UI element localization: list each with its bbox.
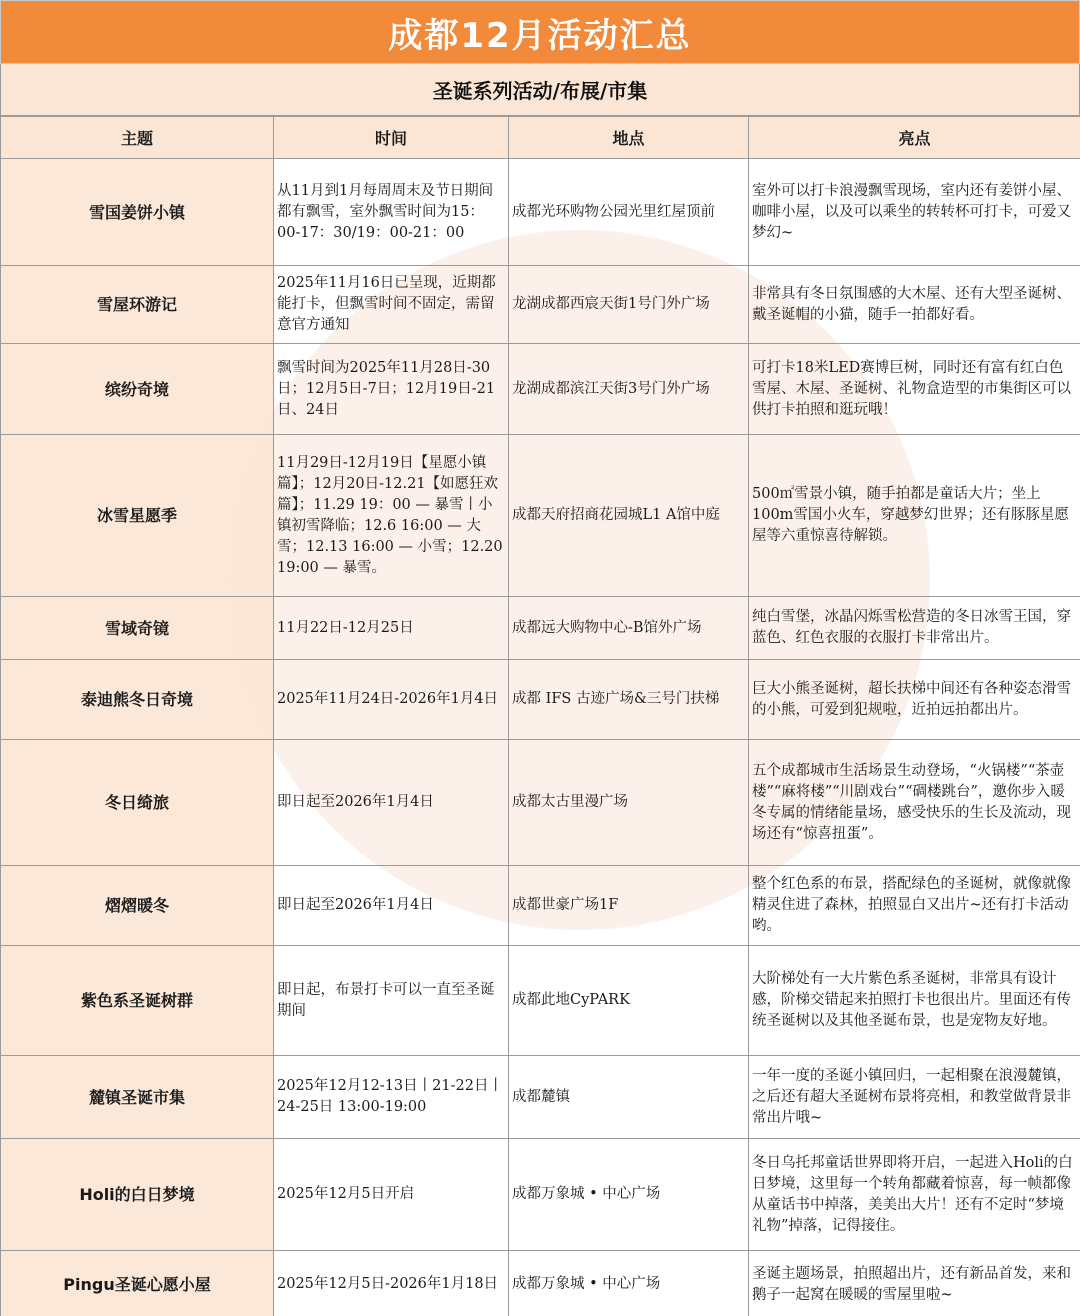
theme-cell: 麓镇圣诞市集 (1, 1056, 274, 1139)
highlight-cell: 巨大小熊圣诞树，超长扶梯中间还有各种姿态滑雪的小熊，可爱到犯规啦，近拍远拍都出片。 (749, 660, 1080, 740)
place-cell: 成都万象城 • 中心广场 (509, 1251, 749, 1316)
table-row (1, 344, 1080, 435)
column-header-highlight: 亮点 (749, 117, 1080, 159)
table-row (1, 597, 1080, 660)
time-cell: 2025年12月5日开启 (274, 1139, 509, 1251)
theme-cell: 熠熠暖冬 (1, 866, 274, 946)
theme-cell: 泰迪熊冬日奇境 (1, 660, 274, 740)
theme-cell: 冰雪星愿季 (1, 435, 274, 597)
time-cell: 2025年12月5日-2026年1月18日 (274, 1251, 509, 1316)
time-cell: 即日起，布景打卡可以一直至圣诞期间 (274, 946, 509, 1056)
section-subtitle: 圣诞系列活动/布展/市集 (0, 64, 1080, 116)
highlight-cell: 五个成都城市生活场景生动登场，“火锅楼”“茶壶楼”“麻将楼”“川剧戏台”“碉楼跳台”，邀你步入暖冬专属的情绪能量场，感受快乐的生长及流动，现场还有“惊喜扭蛋”。 (749, 740, 1080, 866)
highlight-cell: 整个红色系的布景，搭配绿色的圣诞树，就像就像精灵住进了森林，拍照显白又出片~还有打卡活动哟。 (749, 866, 1080, 946)
table-row (1, 1056, 1080, 1139)
time-cell: 11月29日-12月19日【星愿小镇篇】；12月20日-12.21【如愿狂欢篇】；11.29 19：00 — 暴雪丨小镇初雪降临；12.6 16:00 — 大雪；12.13 16:00 — 小雪；12.20 19:00 — 暴雪。 (274, 435, 509, 597)
time-cell: 2025年12月12-13日丨21-22日丨24-25日 13:00-19:00 (274, 1056, 509, 1139)
table-row (1, 435, 1080, 597)
theme-cell: 冬日绮旅 (1, 740, 274, 866)
place-cell: 成都麓镇 (509, 1056, 749, 1139)
column-header-place: 地点 (509, 117, 749, 159)
place-cell: 龙湖成都西宸天街1号门外广场 (509, 266, 749, 344)
highlight-cell: 冬日乌托邦童话世界即将开启，一起进入Holi的白日梦境，这里每一个转角都藏着惊喜，每一帧都像从童话书中掉落，美美出大片！还有不定时“梦境礼物”掉落，记得接住。 (749, 1139, 1080, 1251)
theme-cell: 雪域奇镜 (1, 597, 274, 660)
table-row (1, 266, 1080, 344)
table-row (1, 740, 1080, 866)
highlight-cell: 室外可以打卡浪漫飘雪现场，室内还有姜饼小屋、咖啡小屋，以及可以乘坐的转转杯可打卡，可爱又梦幻~ (749, 159, 1080, 266)
highlight-cell: 可打卡18米LED赛博巨树，同时还有富有红白色雪屋、木屋、圣诞树、礼物盒造型的市集街区可以供打卡拍照和逛玩哦！ (749, 344, 1080, 435)
column-header-theme: 主题 (1, 117, 274, 159)
theme-cell: 紫色系圣诞树群 (1, 946, 274, 1056)
highlight-cell: 纯白雪堡，冰晶闪烁雪松营造的冬日冰雪王国，穿蓝色、红色衣服的衣服打卡非常出片。 (749, 597, 1080, 660)
activity-table (0, 116, 1080, 1316)
time-cell: 飘雪时间为2025年11月28日-30日；12月5日-7日；12月19日-21日、24日 (274, 344, 509, 435)
page-title: 成都12月活动汇总 (0, 0, 1080, 64)
column-header-time: 时间 (274, 117, 509, 159)
table-row (1, 946, 1080, 1056)
time-cell: 即日起至2026年1月4日 (274, 866, 509, 946)
table-row (1, 660, 1080, 740)
place-cell: 成都万象城 • 中心广场 (509, 1139, 749, 1251)
table-header-row (1, 117, 1080, 159)
highlight-cell: 一年一度的圣诞小镇回归，一起相聚在浪漫麓镇，之后还有超大圣诞树布景将亮相，和教堂做背景非常出片哦~ (749, 1056, 1080, 1139)
table-row (1, 866, 1080, 946)
time-cell: 即日起至2026年1月4日 (274, 740, 509, 866)
place-cell: 成都光环购物公园光里红屋顶前 (509, 159, 749, 266)
time-cell: 2025年11月24日-2026年1月4日 (274, 660, 509, 740)
theme-cell: Holi的白日梦境 (1, 1139, 274, 1251)
time-cell: 11月22日-12月25日 (274, 597, 509, 660)
table-row (1, 1251, 1080, 1316)
place-cell: 龙湖成都滨江天街3号门外广场 (509, 344, 749, 435)
place-cell: 成都此地CyPARK (509, 946, 749, 1056)
theme-cell: 雪屋环游记 (1, 266, 274, 344)
table-row (1, 159, 1080, 266)
theme-cell: 缤纷奇境 (1, 344, 274, 435)
theme-cell: Pingu圣诞心愿小屋 (1, 1251, 274, 1316)
theme-cell: 雪国姜饼小镇 (1, 159, 274, 266)
place-cell: 成都远大购物中心-B馆外广场 (509, 597, 749, 660)
place-cell: 成都 IFS 古迹广场&三号门扶梯 (509, 660, 749, 740)
highlight-cell: 圣诞主题场景，拍照超出片，还有新品首发，来和鹅子一起窝在暖暖的雪屋里啦~ (749, 1251, 1080, 1316)
place-cell: 成都天府招商花园城L1 A馆中庭 (509, 435, 749, 597)
place-cell: 成都世豪广场1F (509, 866, 749, 946)
time-cell: 2025年11月16日已呈现，近期都能打卡，但飘雪时间不固定，需留意官方通知 (274, 266, 509, 344)
time-cell: 从11月到1月每周周末及节日期间都有飘雪，室外飘雪时间为15：00-17：30/19：00-21：00 (274, 159, 509, 266)
place-cell: 成都太古里漫广场 (509, 740, 749, 866)
highlight-cell: 大阶梯处有一大片紫色系圣诞树，非常具有设计感，阶梯交错起来拍照打卡也很出片。里面还有传统圣诞树以及其他圣诞布景，也是宠物友好地。 (749, 946, 1080, 1056)
table-row (1, 1139, 1080, 1251)
highlight-cell: 500㎡雪景小镇，随手拍都是童话大片；坐上100m雪国小火车，穿越梦幻世界；还有豚豚星愿屋等六重惊喜待解锁。 (749, 435, 1080, 597)
highlight-cell: 非常具有冬日氛围感的大木屋、还有大型圣诞树、戴圣诞帽的小猫，随手一拍都好看。 (749, 266, 1080, 344)
